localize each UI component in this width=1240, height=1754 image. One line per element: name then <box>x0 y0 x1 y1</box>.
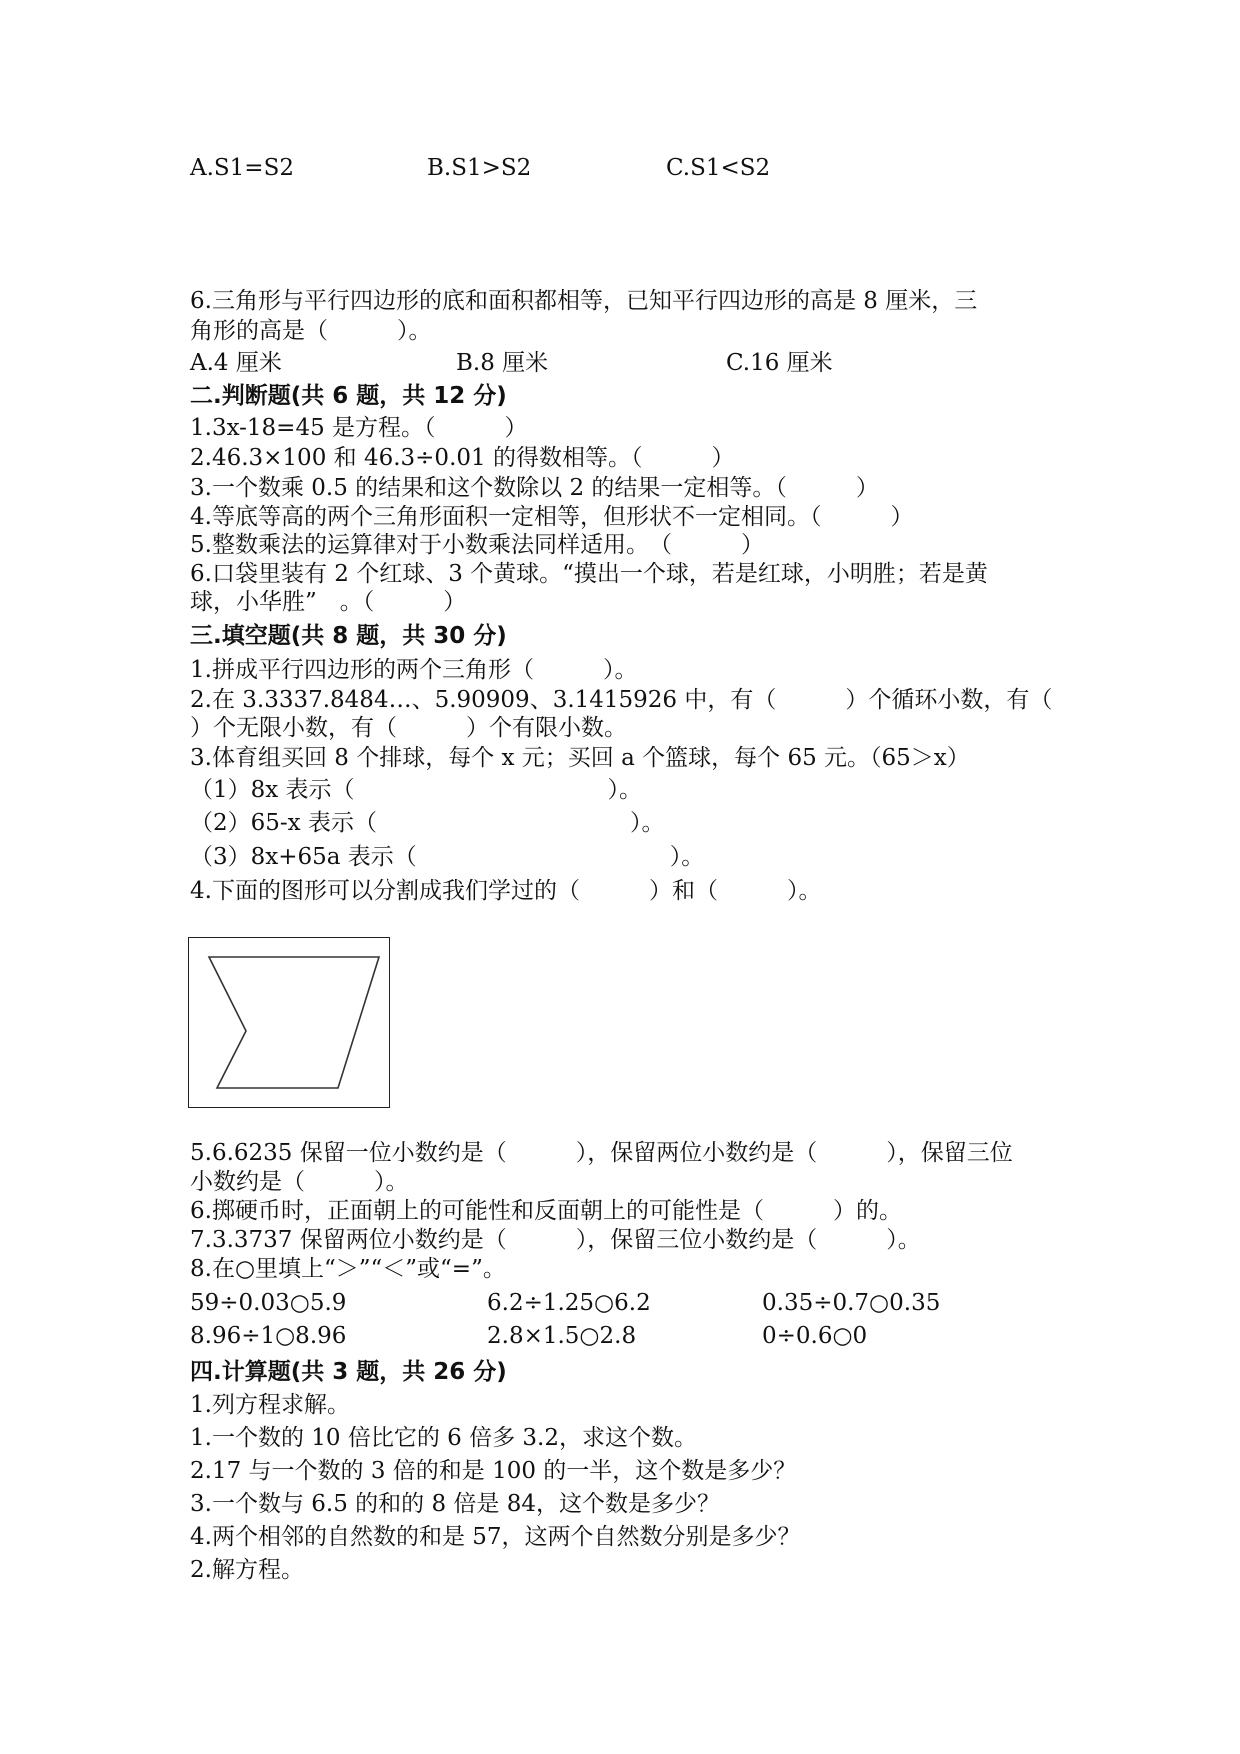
s4-item-1-3: 3.一个数与 6.5 的和的 8 倍是 84，这个数是多少？ <box>190 1491 720 1517</box>
s2-item-5: 5.整数乘法的运算律对于小数乘法同样适用。 （ ） <box>190 532 764 558</box>
composite-shape-outline <box>209 957 379 1088</box>
s2-item-6-line2: 球，小华胜” 。（ ） <box>190 589 467 615</box>
s3-item-3-sub1: （1）8x 表示（ ）。 <box>190 777 643 803</box>
q6-stem-line1: 6.三角形与平行四边形的底和面积都相等，已知平行四边形的高是 8 厘米，三 <box>190 288 978 314</box>
q5-option-c: C.S1<S2 <box>666 155 771 181</box>
compare-1-2: 6.2÷1.25○6.2 <box>487 1290 651 1316</box>
compare-2-1: 8.96÷1○8.96 <box>190 1323 347 1349</box>
composite-shape-diagram <box>189 938 388 1106</box>
compare-1-1: 59÷0.03○5.9 <box>190 1290 347 1316</box>
s4-item-1-2: 2.17 与一个数的 3 倍的和是 100 的一半，这个数是多少？ <box>190 1458 797 1484</box>
s4-item-1-1: 1.一个数的 10 倍比它的 6 倍多 3.2，求这个数。 <box>190 1425 697 1451</box>
shape-figure <box>188 937 390 1108</box>
s2-item-2: 2.46.3×100 和 46.3÷0.01 的得数相等。（ ） <box>190 445 735 471</box>
section3-heading: 三.填空题(共 8 题，共 30 分) <box>190 623 507 649</box>
compare-1-3: 0.35÷0.7○0.35 <box>762 1290 941 1316</box>
compare-2-3: 0÷0.6○0 <box>762 1323 868 1349</box>
s3-item-3-sub2: （2）65-x 表示（ ）。 <box>190 810 665 836</box>
s3-item-7: 7.3.3737 保留两位小数约是（ ），保留三位小数约是（ ）。 <box>190 1227 921 1253</box>
s3-item-8: 8.在○里填上“＞”“＜”或“=”。 <box>190 1256 506 1282</box>
s2-item-4: 4.等底等高的两个三角形面积一定相等，但形状不一定相同。（ ） <box>190 504 914 530</box>
section4-heading: 四.计算题(共 3 题，共 26 分) <box>190 1359 507 1385</box>
s2-item-3: 3.一个数乘 0.5 的结果和这个数除以 2 的结果一定相等。（ ） <box>190 475 879 501</box>
q6-option-b: B.8 厘米 <box>456 350 549 376</box>
q6-option-c: C.16 厘米 <box>726 350 833 376</box>
s3-item-3-sub3: （3）8x+65a 表示（ ）。 <box>190 844 705 870</box>
compare-2-2: 2.8×1.5○2.8 <box>487 1323 637 1349</box>
s3-item-1: 1.拼成平行四边形的两个三角形（ ）。 <box>190 657 638 683</box>
q5-option-a: A.S1=S2 <box>190 155 294 181</box>
s3-item-4: 4.下面的图形可以分割成我们学过的（ ）和（ ）。 <box>190 878 822 904</box>
q5-option-b: B.S1>S2 <box>427 155 532 181</box>
s3-item-5-line1: 5.6.6235 保留一位小数约是（ ），保留两位小数约是（ ），保留三位 <box>190 1140 1013 1166</box>
q6-stem-line2: 角形的高是（ ）。 <box>190 318 432 344</box>
s3-item-3: 3.体育组买回 8 个排球，每个 x 元；买回 a 个篮球，每个 65 元。（65＞x） <box>190 745 970 771</box>
section2-heading: 二.判断题(共 6 题，共 12 分) <box>190 383 507 409</box>
s3-item-2-line1: 2.在 3.3337.8484…、5.90909、3.1415926 中，有（ ）个循环小数，有（ <box>190 687 1053 713</box>
s3-item-5-line2: 小数约是（ ）。 <box>190 1169 409 1195</box>
s3-item-2-line2: ）个无限小数，有（ ）个有限小数。 <box>190 715 627 741</box>
q6-option-a: A.4 厘米 <box>190 350 282 376</box>
s2-item-1: 1.3x-18=45 是方程。（ ） <box>190 415 528 441</box>
s4-item-2: 2.解方程。 <box>190 1557 304 1583</box>
s2-item-6-line1: 6.口袋里装有 2 个红球、3 个黄球。“摸出一个球，若是红球，小明胜；若是黄 <box>190 561 988 587</box>
s3-item-6: 6.掷硬币时，正面朝上的可能性和反面朝上的可能性是（ ）的。 <box>190 1198 902 1224</box>
s4-item-1-4: 4.两个相邻的自然数的和是 57，这两个自然数分别是多少？ <box>190 1524 801 1550</box>
s4-item-1: 1.列方程求解。 <box>190 1392 350 1418</box>
